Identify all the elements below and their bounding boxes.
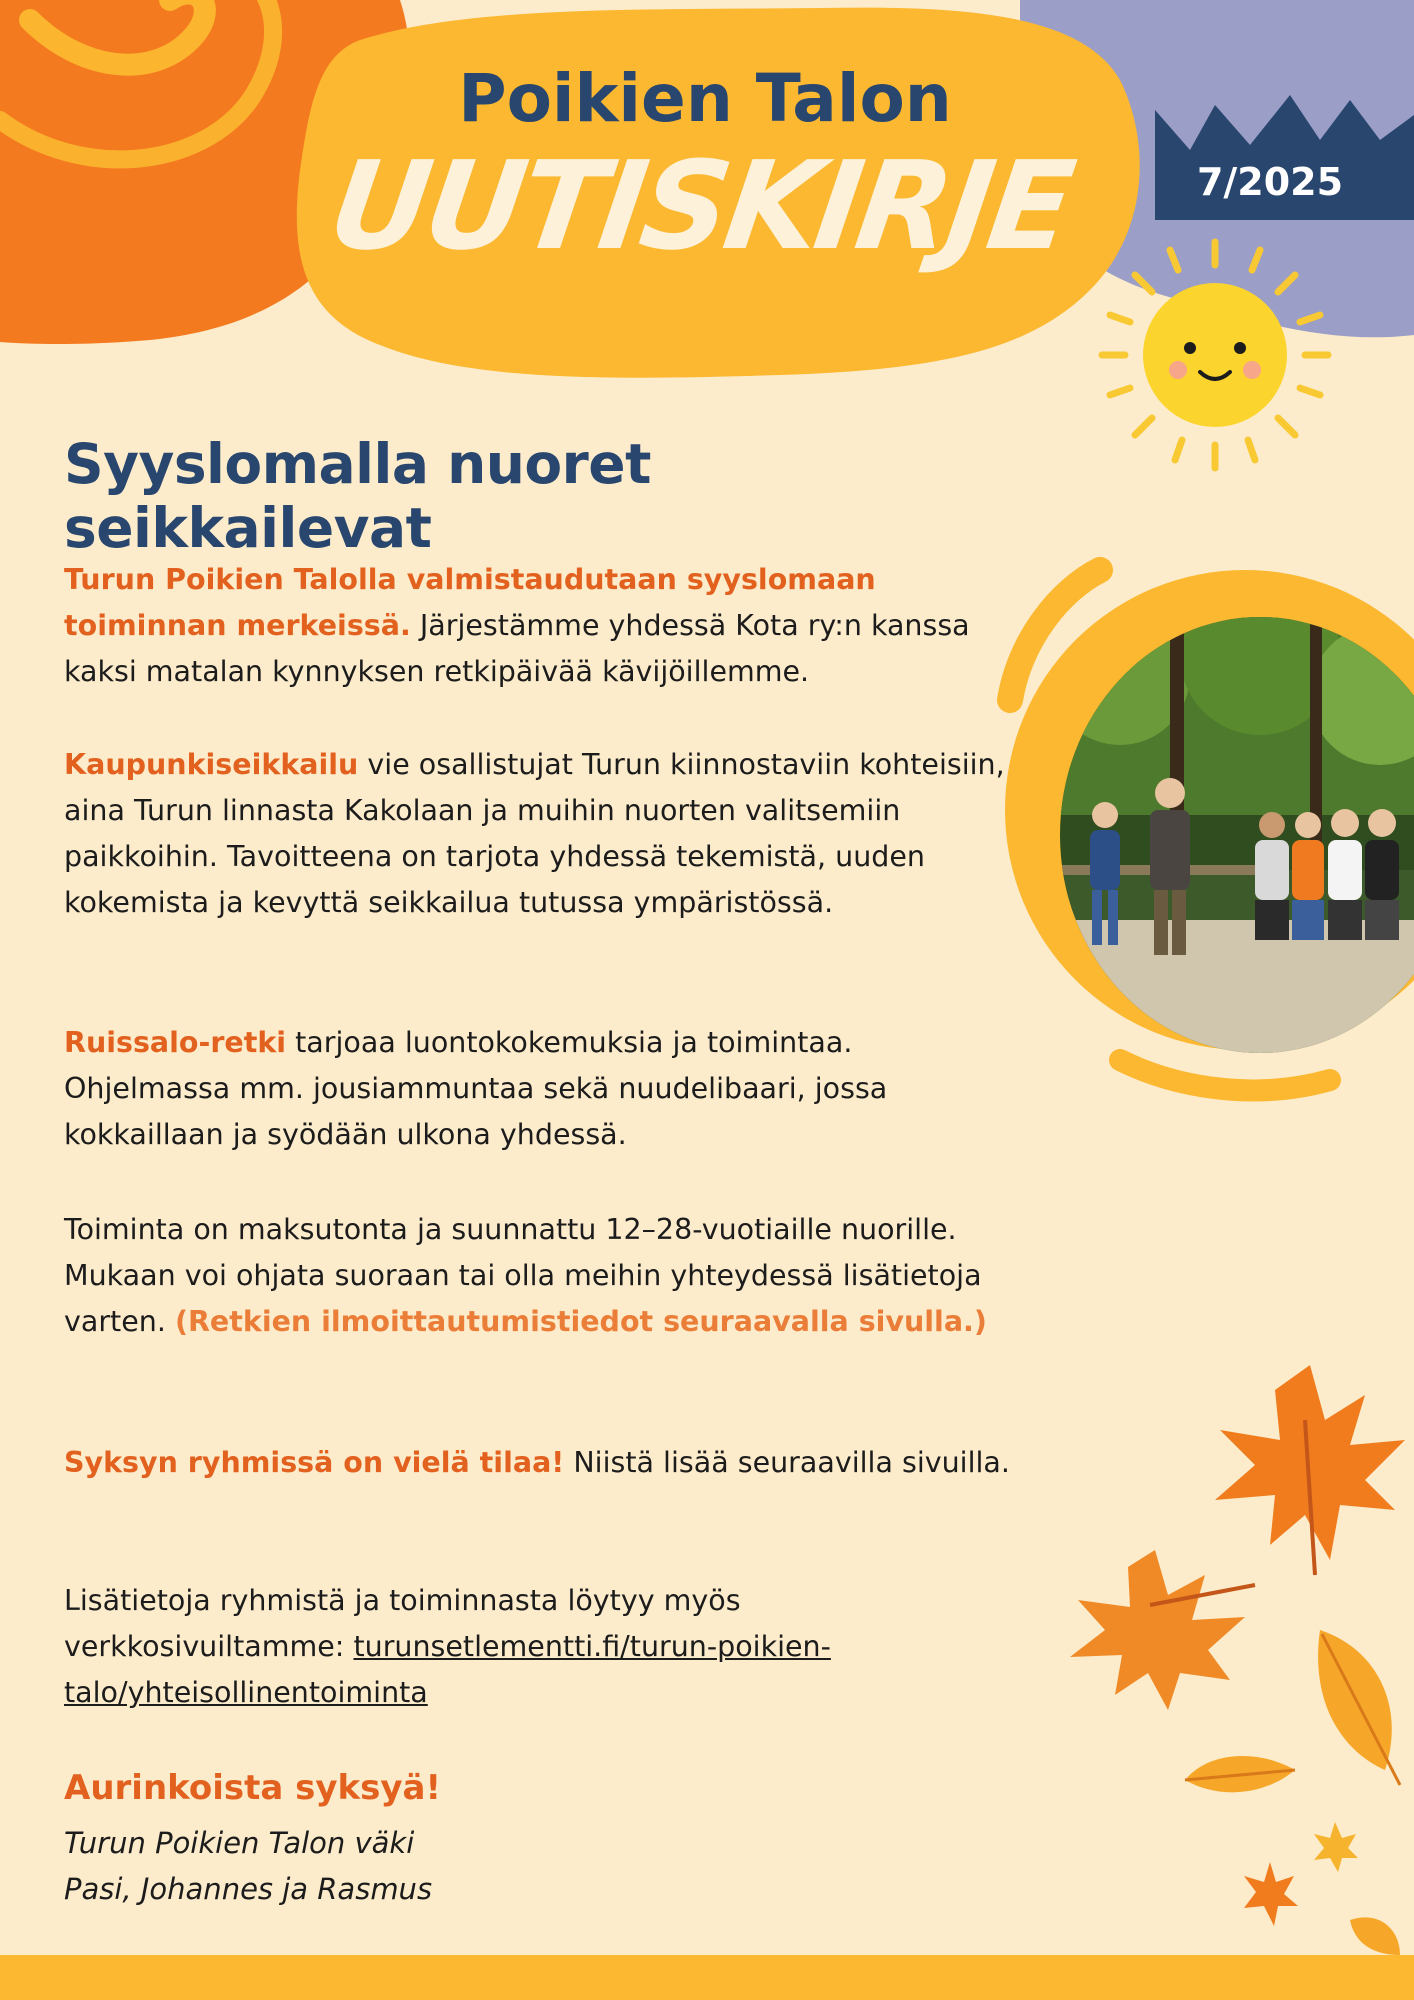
photo-frame-brush-2 [1120,1060,1330,1090]
paragraph-intro-text: Järjestämme yhdessä Kota ry:n kanssa kaksi matalan kynnyksen retkipäivää kävijöillemme. [64,609,970,688]
paragraph-intro-highlight: Turun Poikien Talolla valmistaudutaan syyslomaan toiminnan merkeissä. [64,563,876,642]
group-photo [1060,615,1414,1055]
signoff-line-2: Pasi, Johannes ja Rasmus [64,1872,433,1906]
paragraph-info-highlight: (Retkien ilmoittautumistiedot seuraavalla sivulla.) [174,1305,987,1338]
paragraph-intro [64,557,1024,695]
paragraph-ruissalo [64,1020,1024,1158]
newsletter-subtitle: Poikien Talon [458,60,952,137]
bottom-stripe [0,1955,1414,2000]
signoff-title: Aurinkoista syksyä! [64,1768,441,1808]
paragraph-groups-highlight: Syksyn ryhmissä on vielä tilaa! [64,1446,565,1479]
leaf-icon [1345,1910,1405,1960]
leaf-icon [1180,1740,1300,1810]
paragraph-ruissalo-text: tarjoaa luontokokemuksia ja toimintaa. Ohjelmassa mm. jousiammuntaa sekä nuudelibaari, jossa kokkaillaan ja syödään ulkona yhdessä. [64,1026,888,1151]
website-link[interactable]: turunsetlementti.fi/turun-poikien-talo/yhteisollinentoiminta [64,1630,831,1709]
paragraph-website [64,1578,964,1716]
newsletter-title: UUTISKIRJE [321,135,1079,277]
maple-leaf-icon [1060,1545,1260,1715]
paragraph-ruissalo-highlight: Ruissalo-retki [64,1026,287,1059]
signoff-line-1: Turun Poikien Talon väki [64,1826,415,1860]
paragraph-info [64,1207,1024,1345]
leaf-icon [1310,1820,1360,1875]
issue-number: 7/2025 [1196,160,1344,204]
paragraph-website-text: Lisätietoja ryhmistä ja toiminnasta löytyy myös verkkosivuiltamme: [64,1584,741,1663]
paragraph-city-adventure-text: vie osallistujat Turun kiinnostaviin kohteisiin, aina Turun linnasta Kakolaan ja muihin nuorten valitsemiin paikkoihin. Tavoitteena on tarjota yhdessä tekemistä, uuden kokemista ja kevyttä seikkailua tutussa ympäristössä. [64,748,1005,919]
sun-icon [1090,230,1340,480]
paragraph-groups-text: Niistä lisää seuraavilla sivuilla. [564,1446,1010,1479]
paragraph-groups [64,1440,1024,1486]
paragraph-info-text: Toiminta on maksutonta ja suunnattu 12–28-vuotiaille nuorille. Mukaan voi ohjata suoraan tai olla meihin yhteydessä lisätietoja varten. [64,1213,982,1338]
maple-leaf-icon [1240,1860,1300,1930]
leaf-icon [1300,1620,1410,1790]
paragraph-city-adventure-highlight: Kaupunkiseikkailu [64,748,359,781]
paragraph-city-adventure [64,742,1024,926]
article-headline: Syyslomalla nuoret seikkailevat [64,432,651,560]
